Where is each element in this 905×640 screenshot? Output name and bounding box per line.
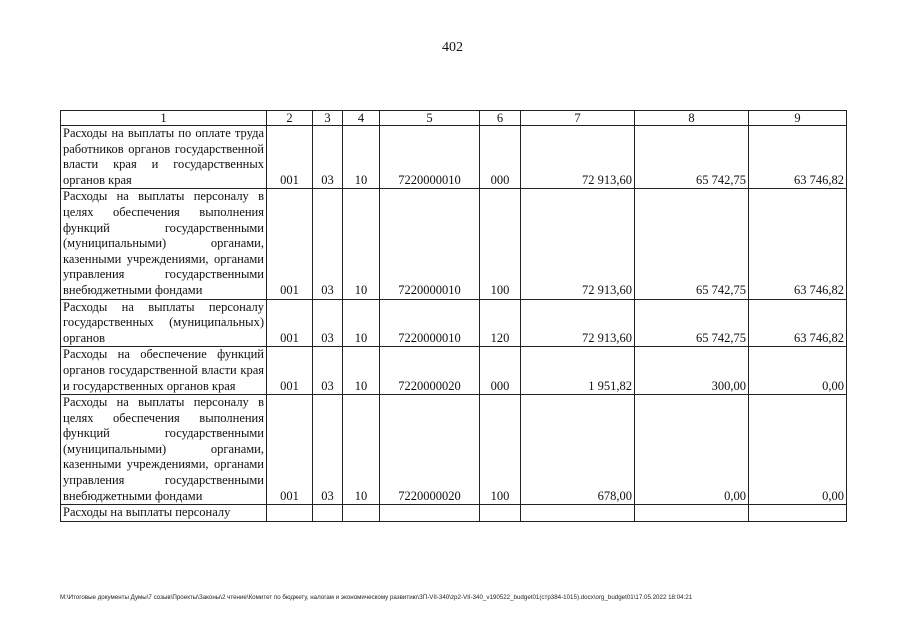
amount-cell: 63 746,82 — [749, 189, 847, 299]
table-cell: 03 — [313, 126, 343, 189]
table-cell — [267, 505, 313, 522]
amount-cell: 72 913,60 — [521, 126, 635, 189]
amount-cell: 63 746,82 — [749, 126, 847, 189]
table-cell: 10 — [343, 189, 380, 299]
amount-cell — [521, 505, 635, 522]
amount-cell: 65 742,75 — [635, 189, 749, 299]
expense-name-cell: Расходы на выплаты персоналу в целях обеспечения выполнения функций государственными (муниципальными) органами, казенными учреждениями, органами управления государственными внебюджетными фондами — [61, 395, 267, 505]
table-cell: 100 — [480, 189, 521, 299]
amount-cell: 65 742,75 — [635, 299, 749, 347]
table-row — [61, 189, 847, 299]
table-row — [61, 395, 847, 505]
amount-cell: 678,00 — [521, 395, 635, 505]
table-cell: 10 — [343, 347, 380, 395]
table-cell: 7220000010 — [380, 299, 480, 347]
column-header: 1 — [61, 111, 267, 126]
amount-cell: 72 913,60 — [521, 189, 635, 299]
table-cell: 001 — [267, 395, 313, 505]
expense-name-cell: Расходы на выплаты персоналу — [61, 505, 267, 522]
page-number: 402 — [442, 40, 463, 55]
table-cell: 7220000020 — [380, 347, 480, 395]
amount-cell: 0,00 — [635, 395, 749, 505]
expense-name-cell: Расходы на обеспечение функций органов государственной власти края и государственных органов края — [61, 347, 267, 395]
amount-cell: 65 742,75 — [635, 126, 749, 189]
table-cell: 000 — [480, 126, 521, 189]
table-cell: 10 — [343, 299, 380, 347]
table-cell: 03 — [313, 395, 343, 505]
column-header: 2 — [267, 111, 313, 126]
column-header: 3 — [313, 111, 343, 126]
table-cell: 7220000010 — [380, 189, 480, 299]
table-cell: 000 — [480, 347, 521, 395]
column-header: 6 — [480, 111, 521, 126]
budget-table — [60, 110, 847, 522]
table-cell: 10 — [343, 126, 380, 189]
table-cell: 001 — [267, 189, 313, 299]
table-cell: 100 — [480, 395, 521, 505]
column-header: 5 — [380, 111, 480, 126]
column-header: 4 — [343, 111, 380, 126]
column-header: 7 — [521, 111, 635, 126]
expense-name-cell: Расходы на выплаты персоналу государственных (муниципальных) органов — [61, 299, 267, 347]
table-cell: 7220000010 — [380, 126, 480, 189]
amount-cell — [749, 505, 847, 522]
amount-cell: 1 951,82 — [521, 347, 635, 395]
expense-name-cell: Расходы на выплаты по оплате труда работников органов государственной власти края и государственных органов края — [61, 126, 267, 189]
table-cell: 7220000020 — [380, 395, 480, 505]
amount-cell: 0,00 — [749, 395, 847, 505]
expense-name-cell: Расходы на выплаты персоналу в целях обеспечения выполнения функций государственными (муниципальными) органами, казенными учреждениями, органами управления государственными внебюджетными фондами — [61, 189, 267, 299]
table-cell: 120 — [480, 299, 521, 347]
amount-cell: 0,00 — [749, 347, 847, 395]
table-cell — [480, 505, 521, 522]
table-cell: 03 — [313, 347, 343, 395]
table-row — [61, 347, 847, 395]
table-cell: 10 — [343, 395, 380, 505]
table-row — [61, 505, 847, 522]
table-cell — [343, 505, 380, 522]
document-path-footer: М:\Итоговые документы Думы\7 созыв\Проекты\Законы\2 чтение\Комитет по бюджету, налогам и экономическому развитию\ЗП-VII-340\zp2-VII-340_v190522_budget01(стр384-1015).docx\org_budget01\17.05.2022 18:04:21 — [60, 594, 693, 601]
column-header: 8 — [635, 111, 749, 126]
amount-cell: 72 913,60 — [521, 299, 635, 347]
table-cell: 03 — [313, 299, 343, 347]
column-header: 9 — [749, 111, 847, 126]
amount-cell — [635, 505, 749, 522]
table-row — [61, 126, 847, 189]
table-cell: 001 — [267, 347, 313, 395]
table-cell: 001 — [267, 299, 313, 347]
table-cell: 03 — [313, 189, 343, 299]
table-cell — [313, 505, 343, 522]
table-cell: 001 — [267, 126, 313, 189]
table-header-row — [61, 111, 847, 126]
table-cell — [380, 505, 480, 522]
amount-cell: 63 746,82 — [749, 299, 847, 347]
amount-cell: 300,00 — [635, 347, 749, 395]
table-row — [61, 299, 847, 347]
